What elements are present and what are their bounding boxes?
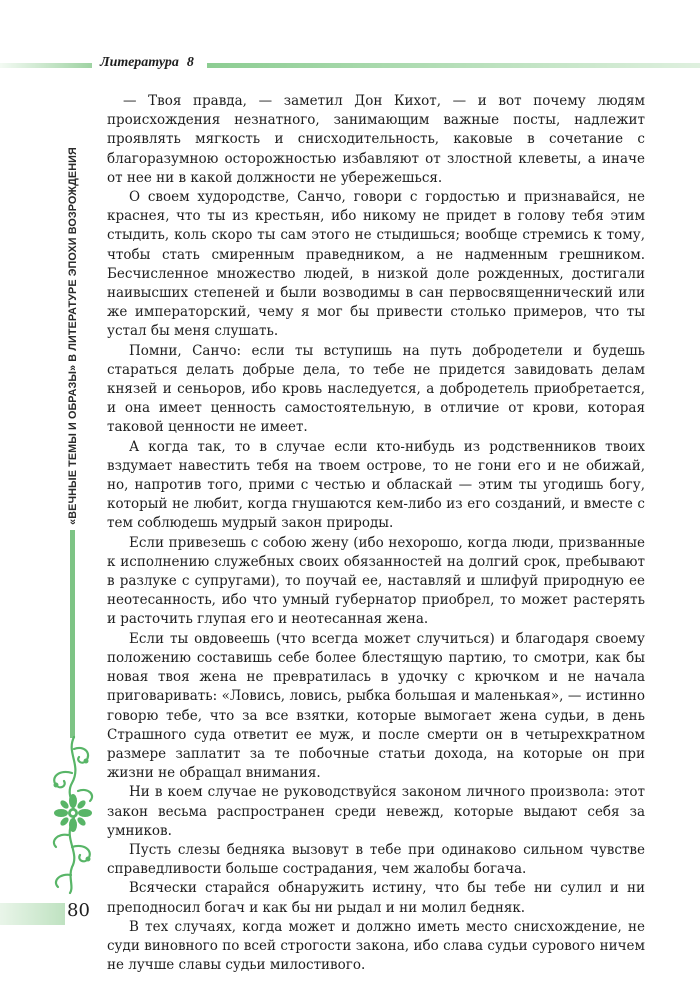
side-accent-bar bbox=[70, 530, 75, 738]
paragraph: О своем худородстве, Санчо, говори с гордостью и признавайся, не краснея, что ты из крестьян, ибо никому не придет в голову тебя этим стыдить, коль скоро ты сам этого не стыдишься; вообще стремись к тому, чтобы стать смиренным праведником, а не надменным грешником. Бесчисленное множество людей, в низкой доле рожденных, достигали наивысших степеней и были возводимы в сан первосвященнический или же императорский, чему я мог бы привести столько примеров, что ты устал бы меня слушать. bbox=[107, 189, 645, 340]
paragraph: Всячески старайся обнаружить истину, что бы тебе ни сулил и ни преподносил богач и как бы ни рыдал и ни молил бедняк. bbox=[107, 880, 645, 916]
paragraph: А когда так, то в случае если кто-нибудь из родственников твоих вздумает навестить тебя на твоем острове, то не гони его и не обижай, но, напротив того, прими с честью и обласкай — этим ты угодишь богу, который не любит, когда гнушаются кем-либо из его созданий, и вместе с тем соблюдешь мудрый закон природы. bbox=[107, 438, 645, 532]
side-section-label bbox=[64, 147, 82, 525]
body-text bbox=[107, 92, 645, 975]
paragraph: Ни в коем случае не руководствуйся законом личного произвола: этот закон весьма распространен среди невежд, которые выдают себя за умников. bbox=[107, 784, 645, 839]
footer-accent-bar bbox=[0, 903, 65, 925]
running-header bbox=[100, 55, 194, 71]
paragraph: Если привезешь с собою жену (ибо нехорошо, когда люди, призванные к исполнению служебных своих обязанностей на долгий срок, пребывают в разлуке с супругами), то поучай ее, наставляй и шлифуй природную ее неотесанность, ибо что умный губернатор приобрел, то может растерять и расточить глупая его и неотесанная жена. bbox=[107, 534, 645, 628]
header-rule-left bbox=[0, 63, 92, 68]
paragraph: В тех случаях, когда может и должно иметь место снисхождение, не суди виновного по всей строгости закона, ибо слава судьи сурового ничем не лучше славы судьи милостивого. bbox=[107, 918, 645, 974]
side-section-label-text: «ВЕЧНЫЕ ТЕМЫ И ОБРАЗЫ» В ЛИТЕРАТУРЕ ЭПОХИ ВОЗРОЖДЕНИЯ bbox=[67, 147, 79, 525]
paragraph: Если ты овдовеешь (что всегда может случиться) и благодаря своему положению составишь себе более блестящую партию, то смотри, как бы новая твоя жена не превратилась в удочку с крючком и не начала приговаривать: «Ловись, ловись, рыбка большая и маленькая», — истинно говорю тебе, что за все взятки, которые вымогает жена судьи, в день Страшного суда ответит ее муж, и после смерти он в четырехкратном размере заплатит за те побочные статьи дохода, на которые он при жизни не обращал внимания. bbox=[107, 630, 645, 782]
floral-flourish-icon bbox=[44, 735, 102, 895]
grade-number: 8 bbox=[186, 55, 194, 70]
paragraph: Пусть слезы бедняка вызовут в тебе при одинаково сильном чувстве справедливости больше сострадания, чем жалобы богача. bbox=[107, 841, 645, 878]
paragraph: — Твоя правда, — заметил Дон Кихот, — и вот почему людям происхождения незнатного, занимающим важные посты, надлежит проявлять мягкость и снисходительность, каковые в сочетание с благоразумною осторожностью избавляют от злостной клеветы, а иначе от нее ни в какой должности не убережешься. bbox=[107, 93, 645, 186]
page-number: 80 bbox=[67, 900, 90, 921]
book-title: Литература bbox=[100, 55, 179, 70]
header-rule-right bbox=[207, 63, 700, 68]
paragraph: Помни, Санчо: если ты вступишь на путь добродетели и будешь стараться делать добрые дела, то тебе не придется завидовать делам князей и сеньоров, ибо кровь наследуется, а добродетель приобретается, и она имеет ценность самостоятельную, в отличие от крови, которая таковой ценности не имеет. bbox=[107, 342, 645, 436]
